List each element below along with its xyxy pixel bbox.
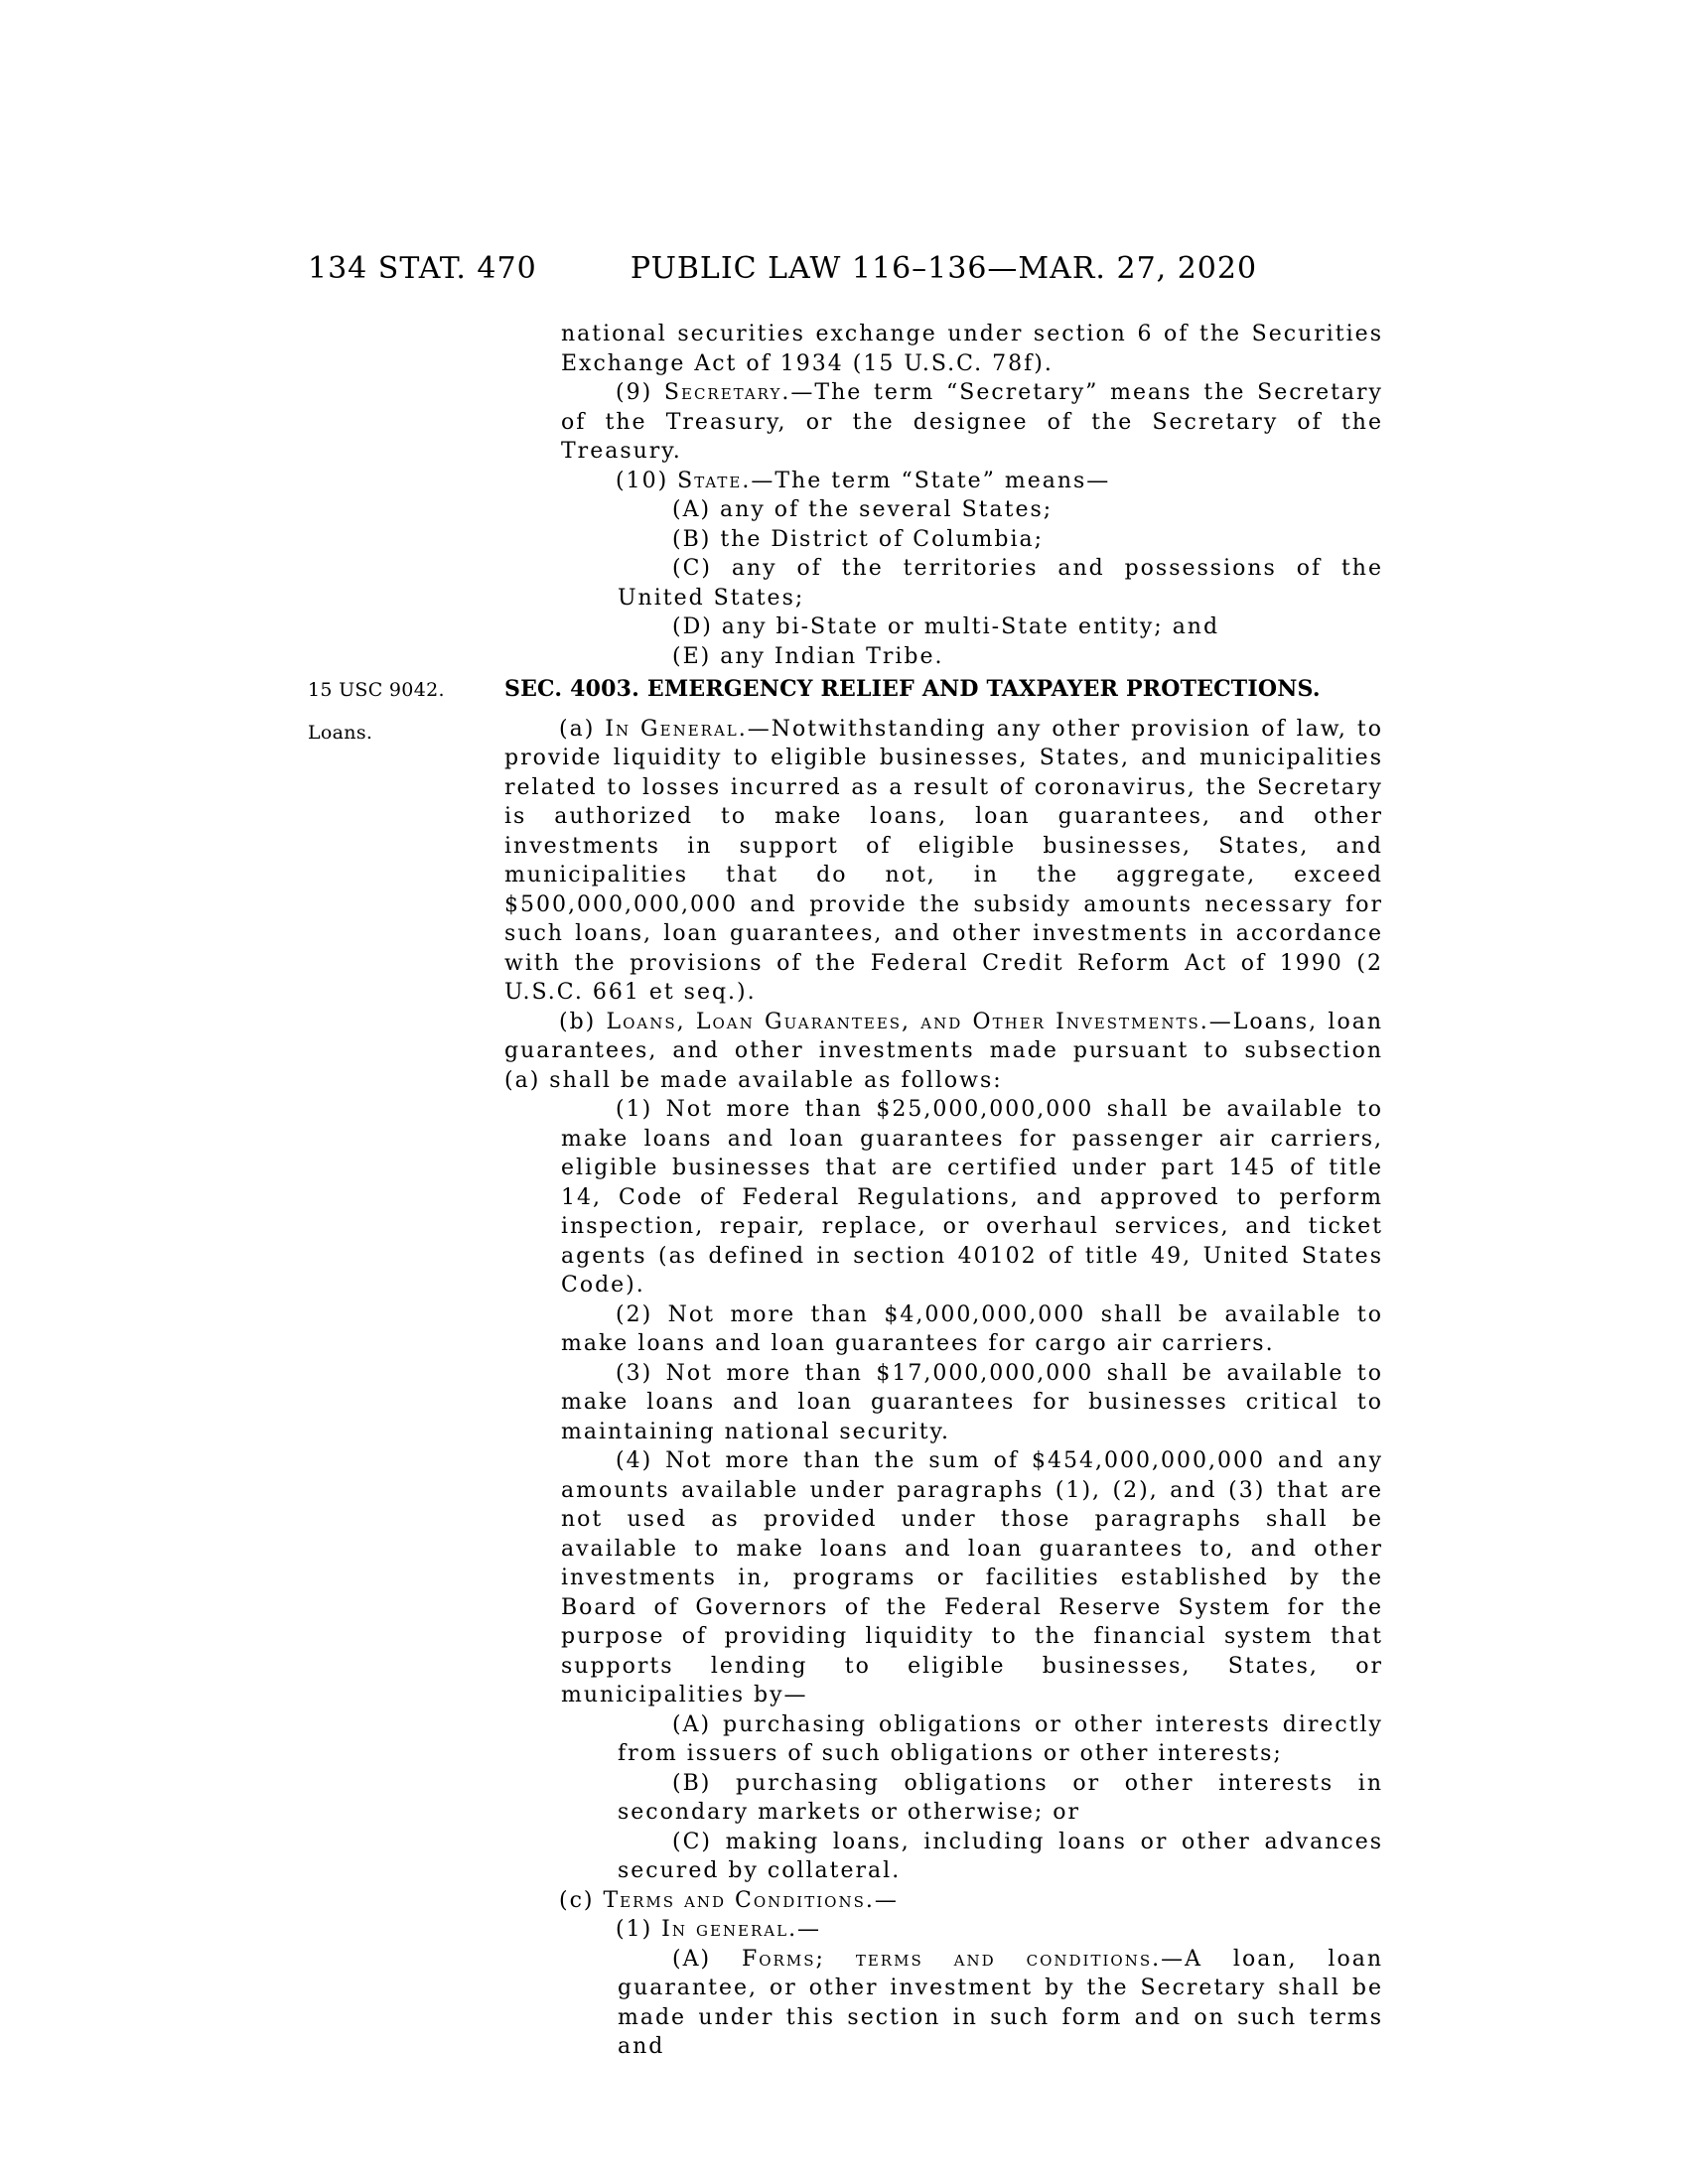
statute-paragraph: [561, 1359, 1383, 1447]
statute-paragraph: [618, 1945, 1383, 2062]
running-head: [0, 251, 1688, 291]
statute-paragraph: [618, 495, 1383, 525]
statute-paragraph: [618, 642, 1383, 672]
paragraph-text: (2) Not more than $4,000,000,000 shall be available to make loans and loan guarantees for cargo air carriers.: [561, 1301, 1383, 1356]
statute-paragraph: [561, 378, 1383, 467]
paragraph-text: (A): [672, 1946, 742, 1972]
statute-paragraph: [618, 525, 1383, 555]
statute-paragraph: [561, 1446, 1383, 1710]
paragraph-text: (C) any of the territories and possessions of the United States;: [618, 556, 1383, 611]
paragraph-text: (a): [559, 716, 606, 742]
statute-paragraph: [618, 554, 1383, 613]
paragraph-text: .—Loans, loan guarantees, and other investments made pursuant to subsection (a) shall be made available as follows:: [504, 1009, 1383, 1093]
paragraph-text: .—: [865, 1887, 899, 1913]
paragraph-text: .—The term “Secretary” means the Secretary of the Treasury, or the designee of the Secretary of the Treasury.: [561, 380, 1383, 464]
margin-note-usc-citation: 15 USC 9042.: [308, 679, 445, 701]
paragraph-text: (3) Not more than $17,000,000,000 shall be available to make loans and loan guarantees for businesses critical to maintaining national security.: [561, 1360, 1383, 1444]
paragraph-text: (D) any bi-State or multi-State entity; and: [672, 614, 1220, 639]
paragraph-text: (A) purchasing obligations or other interests directly from issuers of such obligations or other interests;: [618, 1711, 1383, 1766]
margin-note-loans: Loans.: [308, 722, 373, 744]
small-caps-term: Secretary: [663, 380, 782, 405]
paragraph-text: (c): [559, 1887, 604, 1913]
small-caps-term: Forms; terms and conditions: [742, 1946, 1153, 1972]
stat-page-number: 134 STAT. 470: [308, 251, 537, 286]
small-caps-term: Loans, Loan Guarantees, and Other Investments: [606, 1009, 1200, 1034]
small-caps-term: Terms and Conditions: [603, 1887, 866, 1913]
small-caps-term: In general: [661, 1917, 789, 1942]
paragraph-text: (C) making loans, including loans or other advances secured by collateral.: [618, 1829, 1383, 1883]
statute-paragraph: [561, 1300, 1383, 1359]
statute-paragraph: [561, 467, 1383, 496]
statute-paragraph: [504, 1008, 1383, 1096]
paragraph-text: (4) Not more than the sum of $454,000,000,000 and any amounts available under paragraphs (1), (2), and (3) that are not used as provided under those paragraphs shall be available to make loans and loan guarantees to, and other investments in, programs or facilities established by the Board of Governors of the Federal Reserve System for the purpose of providing liquidity to the financial system that supports lending to eligible businesses, States, or municipalities by—: [561, 1448, 1383, 1707]
section-heading: SEC. 4003. EMERGENCY RELIEF AND TAXPAYER PROTECTIONS.: [504, 676, 1321, 702]
paragraph-text: (B) purchasing obligations or other interests in secondary markets or otherwise; or: [618, 1770, 1383, 1825]
statute-paragraph: [561, 1915, 1383, 1945]
statute-paragraph: [618, 1710, 1383, 1769]
paragraph-text: (9): [616, 380, 664, 405]
statute-paragraph: [504, 715, 1383, 1008]
statute-paragraph: [561, 320, 1383, 378]
small-caps-term: State: [677, 468, 743, 493]
paragraph-text: .—A loan, loan guarantee, or other investment by the Secretary shall be made under this section in such form and on such terms and: [618, 1946, 1383, 2059]
statute-paragraph: [618, 1769, 1383, 1828]
paragraph-text: .—: [788, 1917, 822, 1942]
paragraph-text: (1) Not more than $25,000,000,000 shall be available to make loans and loan guarantees for passenger air carriers, eligible businesses that are certified under part 145 of title 14, Code of Federal Regulations, and approved to perform inspection, repair, replace, or overhaul services, and ticket agents (as defined in section 40102 of title 49, United States Code).: [561, 1097, 1383, 1297]
small-caps-term: In General: [605, 716, 739, 742]
paragraph-text: national securities exchange under section 6 of the Securities Exchange Act of 1934 (15 U.S.C. 78f).: [561, 322, 1383, 376]
paragraph-text: (b): [559, 1009, 607, 1034]
statute-text-column: [504, 320, 1383, 2062]
paragraph-text: (10): [616, 468, 678, 493]
statute-paragraph: [561, 1095, 1383, 1300]
statute-paragraph: [618, 1828, 1383, 1886]
paragraph-text: (B) the District of Columbia;: [672, 526, 1045, 552]
paragraph-text: .—The term “State” means—: [742, 468, 1111, 493]
statute-paragraph: [618, 613, 1383, 642]
paragraph-text: .—Notwithstanding any other provision of law, to provide liquidity to eligible businesses, States, and municipalities related to losses incurred as a result of coronavirus, the Secretary is authorized to make loans, loan guarantees, and other investments in support of eligible businesses, States, and municipalities that do not, in the aggregate, exceed $500,000,000,000 and provide the subsidy amounts necessary for such loans, loan guarantees, and other investments in accordance with the provisions of the Federal Credit Reform Act of 1990 (2 U.S.C. 661 et seq.).: [504, 716, 1383, 1005]
paragraph-text: (1): [616, 1917, 662, 1942]
paragraph-text: (E) any Indian Tribe.: [672, 643, 944, 669]
public-law-header: PUBLIC LAW 116–136—MAR. 27, 2020: [630, 251, 1258, 286]
paragraph-text: (A) any of the several States;: [672, 497, 1054, 522]
statute-paragraph: [504, 1886, 1383, 1916]
